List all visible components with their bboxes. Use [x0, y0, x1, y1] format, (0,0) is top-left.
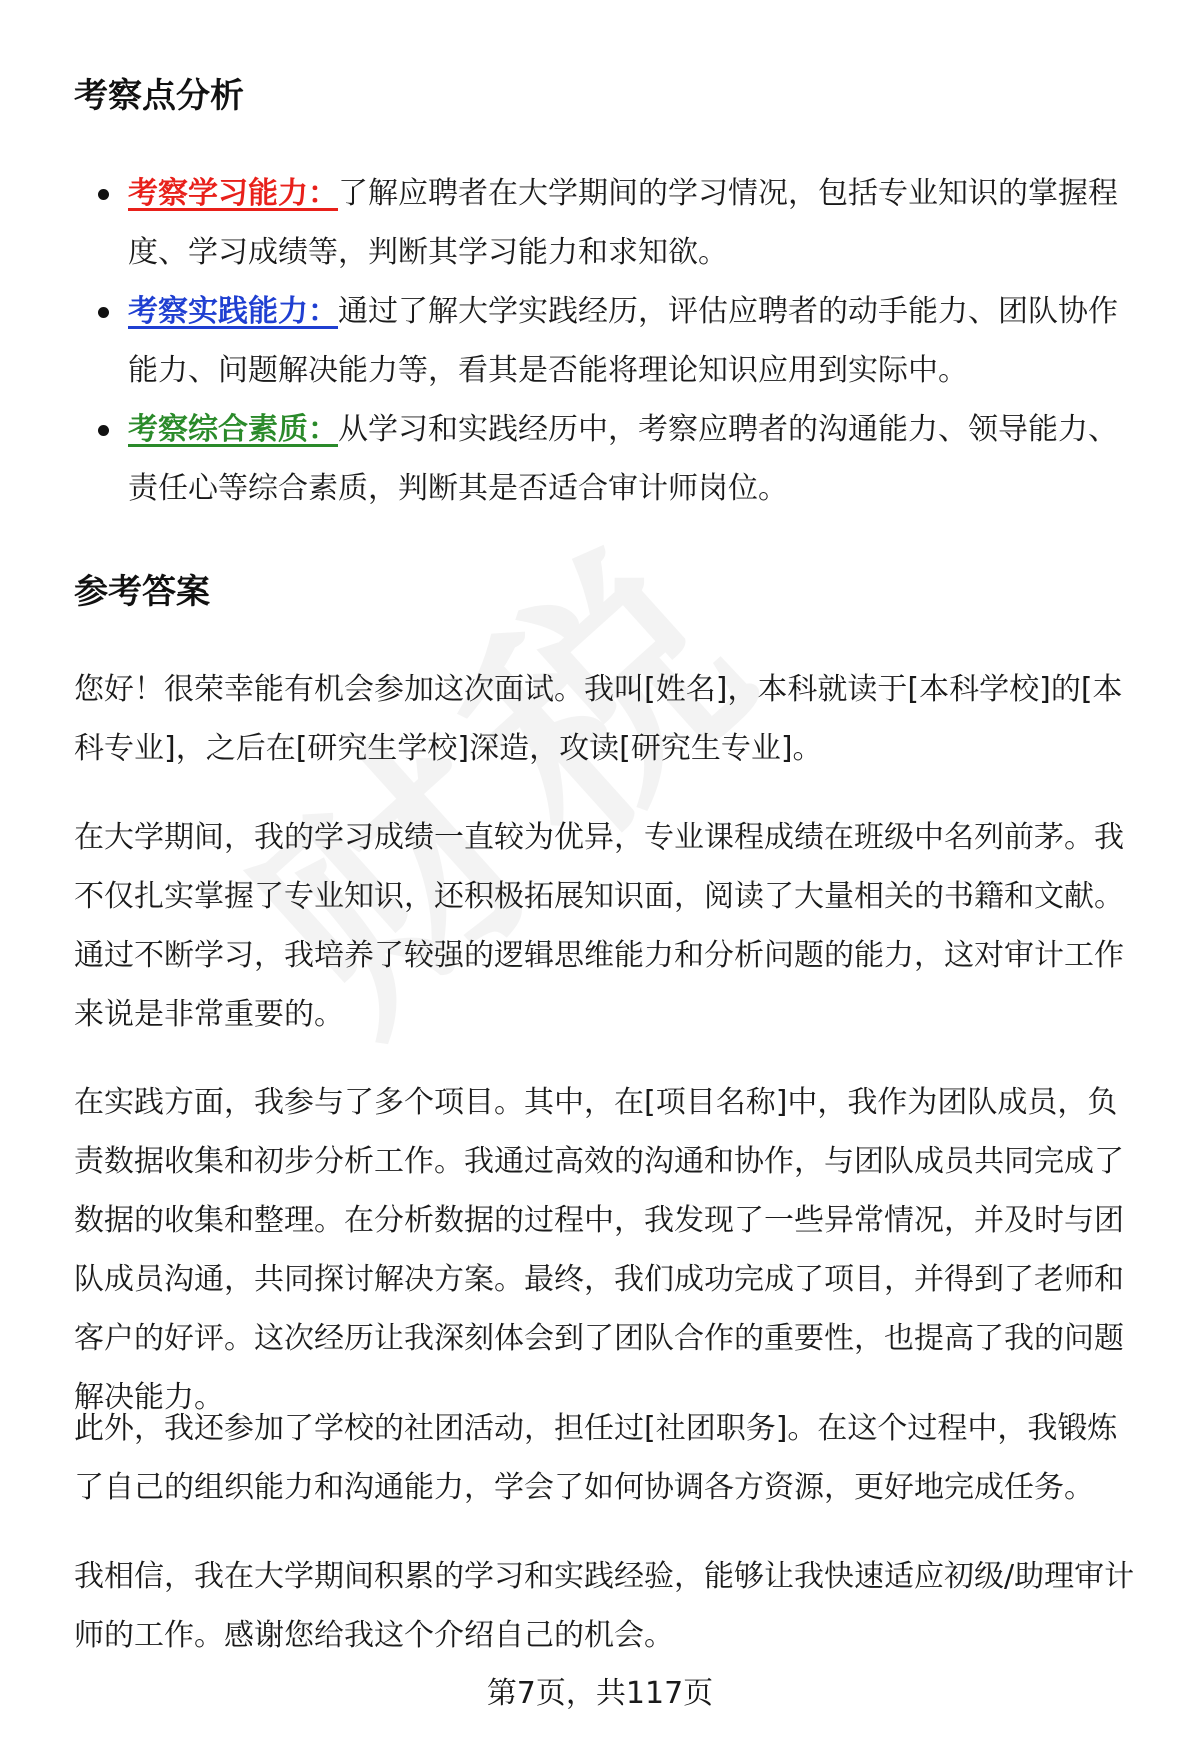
point-keyword: 考察综合素质：	[128, 412, 338, 447]
answer-paragraph: 我相信，我在大学期间积累的学习和实践经验，能够让我快速适应初级/助理审计师的工作。感谢您给我这个介绍自己的机会。	[74, 1559, 1135, 1653]
section-heading-answer: 参考答案	[74, 572, 210, 612]
list-item	[74, 400, 1144, 518]
list-item	[74, 164, 1144, 282]
analysis-point-list	[74, 164, 1144, 518]
list-item	[74, 282, 1144, 400]
answer-paragraph: 在实践方面，我参与了多个项目。其中，在[项目名称]中，我作为团队成员，负责数据收集和初步分析工作。我通过高效的沟通和协作，与团队成员共同完成了数据的收集和整理。在分析数据的过程中，我发现了一些异常情况，并及时与团队成员沟通，共同探讨解决方案。最终，我们成功完成了项目，并得到了老师和客户的好评。这次经历让我深刻体会到了团队合作的重要性，也提高了我的问题解决能力。	[74, 1085, 1124, 1415]
point-text: 从学习和实践经历中，考察应聘者的沟通能力、领导能力、责任心等综合素质，判断其是否适合审计师岗位。	[128, 412, 1118, 506]
point-text: 通过了解大学实践经历，评估应聘者的动手能力、团队协作能力、问题解决能力等，看其是否能将理论知识应用到实际中。	[128, 294, 1118, 388]
bullet-icon	[98, 189, 109, 200]
point-keyword: 考察学习能力：	[128, 176, 338, 211]
page-number: 第7页，共117页	[486, 1676, 714, 1711]
point-keyword: 考察实践能力：	[128, 294, 338, 329]
answer-paragraph: 此外，我还参加了学校的社团活动，担任过[社团职务]。在这个过程中，我锻炼了自己的组织能力和沟通能力，学会了如何协调各方资源，更好地完成任务。	[74, 1411, 1118, 1505]
bullet-icon	[98, 307, 109, 318]
answer-paragraph: 您好！很荣幸能有机会参加这次面试。我叫[姓名]，本科就读于[本科学校]的[本科专业]，之后在[研究生学校]深造，攻读[研究生专业]。	[74, 672, 1123, 766]
bullet-icon	[98, 425, 109, 436]
answer-paragraph: 在大学期间，我的学习成绩一直较为优异，专业课程成绩在班级中名列前茅。我不仅扎实掌握了专业知识，还积极拓展知识面，阅读了大量相关的书籍和文献。通过不断学习，我培养了较强的逻辑思维能力和分析问题的能力，这对审计工作来说是非常重要的。	[74, 820, 1124, 1032]
point-text: 了解应聘者在大学期间的学习情况，包括专业知识的掌握程度、学习成绩等，判断其学习能力和求知欲。	[128, 176, 1118, 270]
section-heading-analysis: 考察点分析	[74, 76, 244, 116]
